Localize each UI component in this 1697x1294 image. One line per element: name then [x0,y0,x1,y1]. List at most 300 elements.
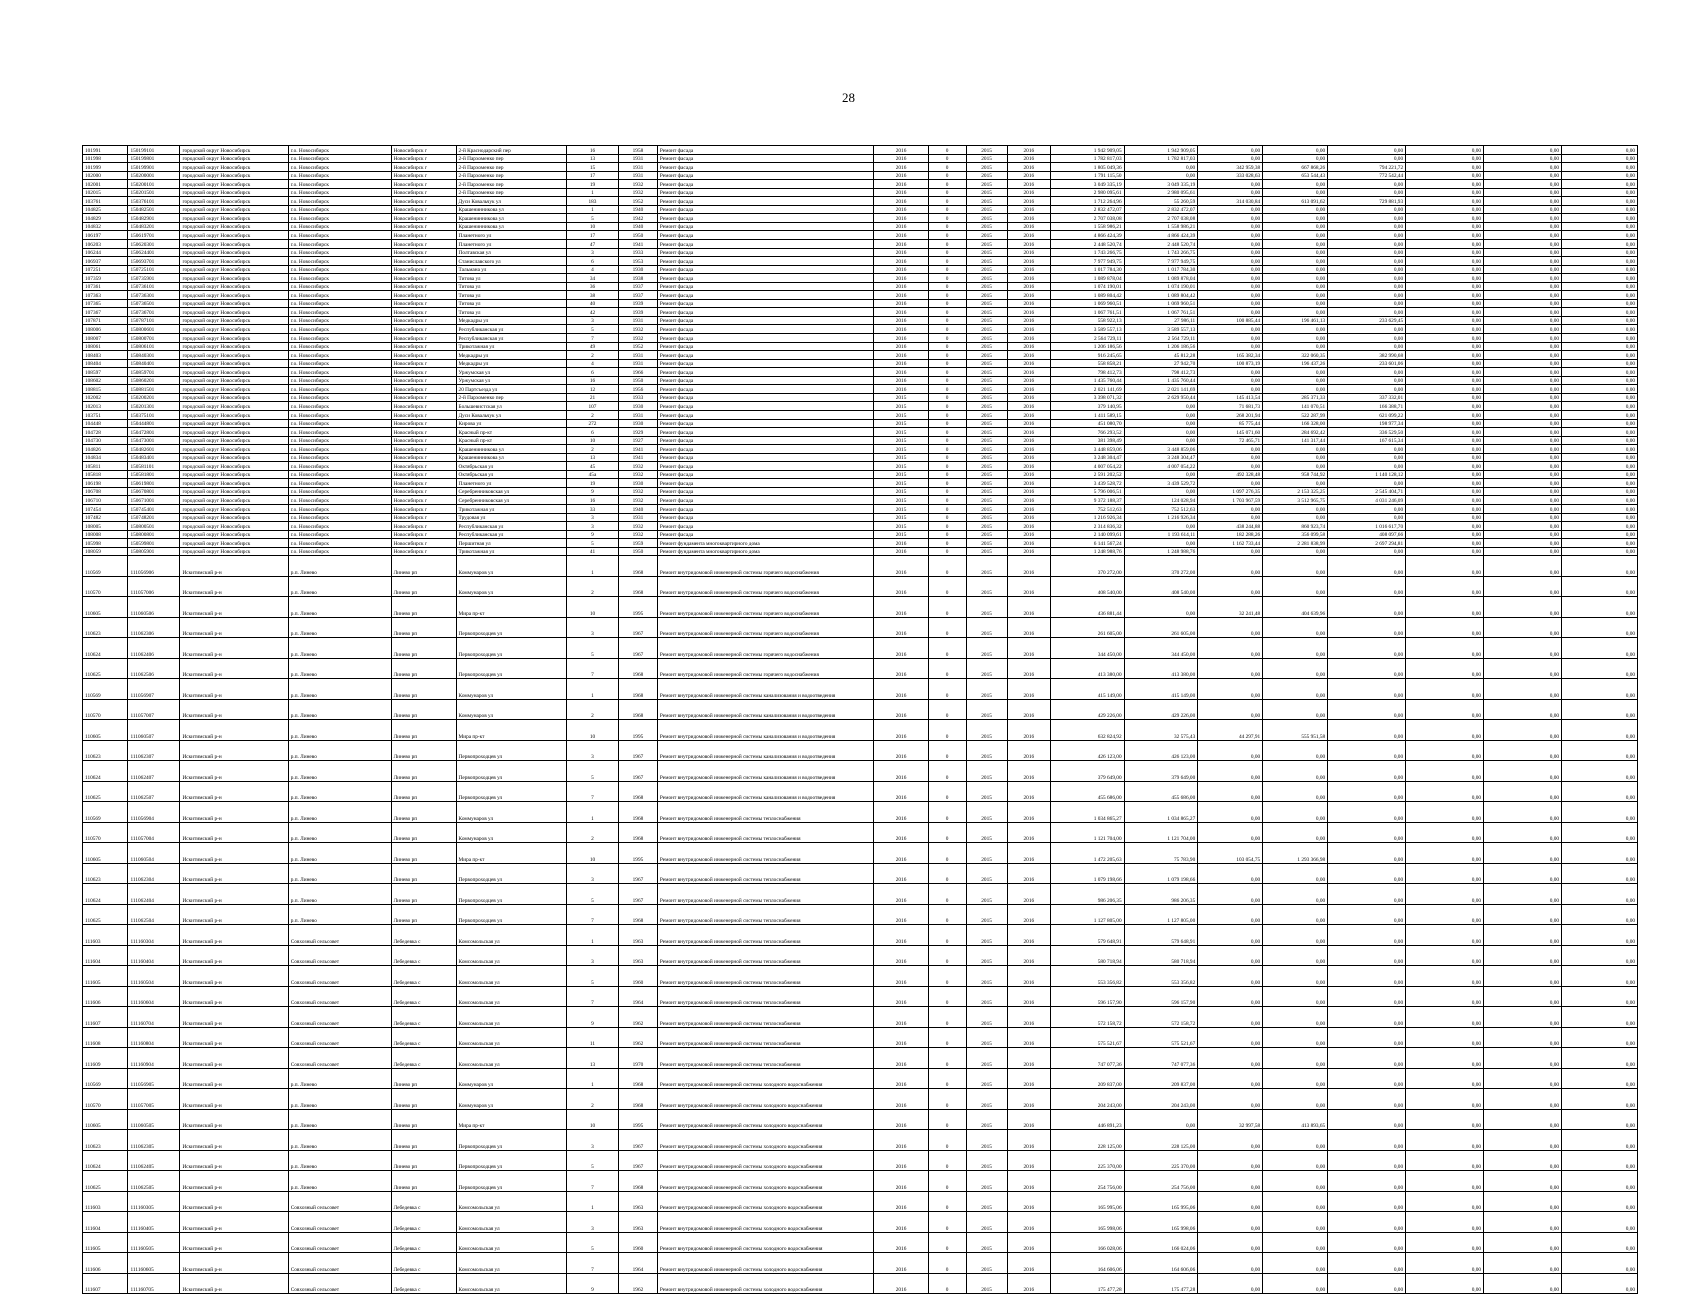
cell-cost-2019: 0,00 [1406,863,1484,884]
cell-cost-2015: 32 575,43 [1124,720,1198,741]
cell-work-type: Ремонт фасада [657,410,874,419]
cell-locality: Новосибирск г [391,325,456,334]
cell-cost-2018: 0,00 [1328,445,1406,454]
cell-municipality: городской округ Новосибирск [180,299,288,308]
cell-cost-2018: 0,00 [1328,904,1406,925]
cell-street: Дуси Ковальчук ул [456,197,566,206]
cell-cost-2015: 2 564 729,11 [1124,334,1198,343]
cell-work-type: Ремонт внутридомовой инженерной системы холодного водоснабжения [657,1232,874,1253]
cell-cost-2016: 0,00 [1198,231,1263,240]
cell-cost-2017: 0,00 [1263,925,1328,946]
table-row [83,188,1638,197]
cell-total-cost: 1 079 198,66 [1050,863,1124,884]
cell-total-cost: 553 356,82 [1050,966,1124,987]
table-row [83,699,1638,720]
cell-settlement: г.о. Новосибирск [288,428,391,437]
cell-locality: Новосибирск г [391,359,456,368]
cell-record-id: 150725101 [128,265,180,274]
table-row [83,513,1638,522]
cell-flag: 0 [928,274,966,283]
cell-house-id: 110623 [83,740,128,761]
cell-cost-2018: 772 542,44 [1328,171,1406,180]
cell-house-number: 6 [566,428,618,437]
cell-cost-2016: 0,00 [1198,248,1263,257]
cell-flag: 0 [928,419,966,428]
cell-cost-2021: 0,00 [1562,487,1638,496]
cell-cost-2018: 0,00 [1328,205,1406,214]
cell-settlement: р.п. Линево [288,597,391,618]
cell-cost-2018: 0,00 [1328,1109,1406,1130]
cell-start-year: 2015 [966,547,1007,556]
cell-cost-2021: 0,00 [1562,720,1638,741]
cell-cost-2018: 794 221,72 [1328,163,1406,172]
cell-cost-2020: 0,00 [1484,393,1562,402]
cell-year-built: 1968 [618,658,657,679]
cell-locality: Новосибирск г [391,154,456,163]
cell-cost-2019: 0,00 [1406,658,1484,679]
cell-cost-2018: 167 615,34 [1328,436,1406,445]
cell-record-id: 111062405 [128,1150,180,1171]
cell-cost-2015: 4 866 424,39 [1124,231,1198,240]
cell-municipality: Искитимский р-н [180,1089,288,1110]
cell-cost-2019: 0,00 [1406,547,1484,556]
cell-settlement: г.о. Новосибирск [288,316,391,325]
cell-municipality: Искитимский р-н [180,1007,288,1028]
cell-cost-2019: 0,00 [1406,597,1484,618]
cell-house-id: 106198 [83,479,128,488]
cell-work-type: Ремонт внутридомовой инженерной системы горячего водоснабжения [657,617,874,638]
cell-municipality: городской округ Новосибирск [180,462,288,471]
cell-cost-2015: 0,00 [1124,487,1198,496]
cell-cost-2017: 0,00 [1263,342,1328,351]
cell-plan-year: 2015 [874,402,928,411]
cell-cost-2019: 0,00 [1406,188,1484,197]
cell-end-year: 2016 [1007,658,1050,679]
cell-house-number: 3 [566,522,618,531]
cell-cost-2018: 0,00 [1328,1273,1406,1294]
cell-record-id: 111060505 [128,1109,180,1130]
cell-settlement: г.о. Новосибирск [288,274,391,283]
cell-start-year: 2015 [966,316,1007,325]
cell-cost-2020: 0,00 [1484,945,1562,966]
cell-cost-2016: 0,00 [1198,188,1263,197]
cell-street: Полтавская ул [456,248,566,257]
cell-cost-2021: 0,00 [1562,1007,1638,1028]
cell-settlement: г.о. Новосибирск [288,487,391,496]
cell-municipality: городской округ Новосибирск [180,496,288,505]
cell-flag: 0 [928,197,966,206]
cell-start-year: 2015 [966,1212,1007,1233]
cell-cost-2018: 0,00 [1328,342,1406,351]
cell-cost-2018: 0,00 [1328,513,1406,522]
cell-cost-2015: 2 021 141,69 [1124,385,1198,394]
cell-locality: Линево рп [391,740,456,761]
cell-cost-2019: 0,00 [1406,679,1484,700]
cell-year-built: 1966 [618,368,657,377]
cell-house-number: 19 [566,479,618,488]
cell-cost-2017: 0,00 [1263,617,1328,638]
cell-cost-2021: 0,00 [1562,342,1638,351]
cell-cost-2016: 32 997,58 [1198,1109,1263,1130]
cell-end-year: 2016 [1007,966,1050,987]
cell-cost-2021: 0,00 [1562,781,1638,802]
cell-cost-2021: 0,00 [1562,154,1638,163]
cell-plan-year: 2015 [874,428,928,437]
cell-cost-2019: 0,00 [1406,180,1484,189]
cell-plan-year: 2015 [874,445,928,454]
cell-cost-2015: 0,00 [1124,171,1198,180]
cell-cost-2019: 0,00 [1406,163,1484,172]
cell-record-id: 111056905 [128,1068,180,1089]
cell-locality: Новосибирск г [391,487,456,496]
cell-cost-2017: 0,00 [1263,1048,1328,1069]
cell-house-number: 7 [566,1171,618,1192]
cell-street: Коммунаров ул [456,1068,566,1089]
cell-cost-2017: 0,00 [1263,658,1328,679]
cell-cost-2021: 0,00 [1562,479,1638,488]
cell-end-year: 2016 [1007,325,1050,334]
cell-municipality: Искитимский р-н [180,822,288,843]
cell-year-built: 1939 [618,308,657,317]
cell-settlement: Совхозный сельсовет [288,1253,391,1274]
cell-house-number: 10 [566,720,618,741]
cell-street: Кирова ул [456,419,566,428]
cell-settlement: г.о. Новосибирск [288,299,391,308]
cell-locality: Лебедевка с [391,1007,456,1028]
cell-cost-2020: 0,00 [1484,316,1562,325]
cell-cost-2018: 4 031 246,09 [1328,496,1406,505]
cell-cost-2016: 85 775,44 [1198,419,1263,428]
table-row [83,231,1638,240]
cell-cost-2016: 0,00 [1198,1150,1263,1171]
cell-cost-2015: 254 756,00 [1124,1171,1198,1192]
cell-cost-2015: 225 370,00 [1124,1150,1198,1171]
cell-start-year: 2015 [966,231,1007,240]
cell-settlement: г.о. Новосибирск [288,240,391,249]
cell-settlement: р.п. Линево [288,802,391,823]
cell-work-type: Ремонт внутридомовой инженерной системы теплоснабжения [657,1048,874,1069]
cell-cost-2015: 575 521,67 [1124,1027,1198,1048]
cell-cost-2020: 0,00 [1484,428,1562,437]
cell-cost-2016: 0,00 [1198,617,1263,638]
cell-cost-2016: 0,00 [1198,1068,1263,1089]
cell-work-type: Ремонт фасада [657,359,874,368]
cell-flag: 0 [928,214,966,223]
cell-street: Трудовая ул [456,513,566,522]
cell-locality: Линево рп [391,720,456,741]
cell-house-id: 110623 [83,1130,128,1151]
cell-cost-2021: 0,00 [1562,180,1638,189]
cell-locality: Новосибирск г [391,351,456,360]
cell-end-year: 2016 [1007,781,1050,802]
cell-year-built: 1932 [618,325,657,334]
cell-plan-year: 2016 [874,359,928,368]
cell-work-type: Ремонт внутридомовой инженерной системы горячего водоснабжения [657,576,874,597]
cell-work-type: Ремонт внутридомовой инженерной системы холодного водоснабжения [657,1212,874,1233]
cell-cost-2015: 75 783,90 [1124,843,1198,864]
cell-plan-year: 2016 [874,638,928,659]
cell-year-built: 1940 [618,504,657,513]
cell-start-year: 2015 [966,1027,1007,1048]
cell-cost-2021: 0,00 [1562,299,1638,308]
cell-end-year: 2016 [1007,222,1050,231]
cell-cost-2021: 0,00 [1562,597,1638,618]
table-row [83,299,1638,308]
cell-start-year: 2015 [966,504,1007,513]
cell-locality: Лебедевка с [391,1191,456,1212]
cell-end-year: 2016 [1007,522,1050,531]
cell-cost-2019: 0,00 [1406,231,1484,240]
cell-plan-year: 2016 [874,1171,928,1192]
cell-street: 2-й Пархоменко пер [456,163,566,172]
cell-start-year: 2015 [966,761,1007,782]
cell-end-year: 2016 [1007,986,1050,1007]
cell-street: Комсомольская ул [456,966,566,987]
cell-cost-2015: 1 743 266,75 [1124,248,1198,257]
cell-street: Первопроходцев ул [456,1171,566,1192]
cell-cost-2018: 0,00 [1328,720,1406,741]
cell-house-number: 1 [566,679,618,700]
cell-cost-2021: 0,00 [1562,325,1638,334]
cell-cost-2020: 0,00 [1484,299,1562,308]
cell-total-cost: 261 605,00 [1050,617,1124,638]
cell-cost-2019: 0,00 [1406,699,1484,720]
cell-cost-2017: 404 639,96 [1263,597,1328,618]
cell-flag: 0 [928,180,966,189]
cell-cost-2018: 0,00 [1328,291,1406,300]
cell-municipality: городской округ Новосибирск [180,428,288,437]
cell-cost-2021: 0,00 [1562,802,1638,823]
cell-cost-2018: 0,00 [1328,761,1406,782]
cell-work-type: Ремонт фасада [657,316,874,325]
cell-house-id: 107363 [83,291,128,300]
cell-work-type: Ремонт фундамента многоквартирного дома [657,547,874,556]
cell-locality: Новосибирск г [391,410,456,419]
cell-cost-2021: 0,00 [1562,740,1638,761]
cell-cost-2016: 438 244,88 [1198,522,1263,531]
cell-house-number: 3 [566,1130,618,1151]
table-row [83,1027,1638,1048]
cell-municipality: городской округ Новосибирск [180,274,288,283]
cell-start-year: 2015 [966,945,1007,966]
cell-total-cost: 204 243,00 [1050,1089,1124,1110]
cell-settlement: р.п. Линево [288,556,391,577]
cell-plan-year: 2016 [874,1150,928,1171]
cell-end-year: 2016 [1007,547,1050,556]
cell-flag: 0 [928,720,966,741]
cell-house-id: 110570 [83,699,128,720]
table-row [83,351,1638,360]
cell-street: 2-й Краснодарский пер [456,146,566,155]
table-row [83,334,1638,343]
cell-work-type: Ремонт фасада [657,154,874,163]
cell-house-id: 111604 [83,945,128,966]
cell-settlement: Совхозный сельсовет [288,945,391,966]
cell-start-year: 2015 [966,556,1007,577]
cell-cost-2015: 1 216 926,34 [1124,513,1198,522]
cell-cost-2017: 0,00 [1263,282,1328,291]
cell-plan-year: 2015 [874,393,928,402]
cell-street: Дуси Ковальчук ул [456,410,566,419]
cell-cost-2016: 0,00 [1198,699,1263,720]
cell-street: Мира пр-кт [456,597,566,618]
cell-end-year: 2016 [1007,1212,1050,1233]
cell-municipality: Искитимский р-н [180,740,288,761]
cell-year-built: 1932 [618,487,657,496]
cell-plan-year: 2016 [874,180,928,189]
cell-cost-2019: 0,00 [1406,802,1484,823]
cell-record-id: 111160305 [128,1191,180,1212]
cell-street: Тальмана ул [456,265,566,274]
cell-house-number: 5 [566,638,618,659]
cell-plan-year: 2016 [874,299,928,308]
cell-total-cost: 3 589 557,13 [1050,325,1124,334]
cell-end-year: 2016 [1007,576,1050,597]
cell-record-id: 150840401 [128,359,180,368]
cell-record-id: 150201301 [128,402,180,411]
cell-record-id: 111062505 [128,1171,180,1192]
cell-settlement: р.п. Линево [288,679,391,700]
cell-plan-year: 2016 [874,257,928,266]
cell-house-id: 105818 [83,470,128,479]
cell-cost-2019: 0,00 [1406,945,1484,966]
cell-street: Октябрьская ул [456,462,566,471]
cell-year-built: 1932 [618,522,657,531]
cell-year-built: 1938 [618,274,657,283]
cell-cost-2020: 0,00 [1484,966,1562,987]
cell-end-year: 2016 [1007,699,1050,720]
cell-cost-2017: 0,00 [1263,781,1328,802]
cell-cost-2015: 415 149,00 [1124,679,1198,700]
cell-cost-2019: 0,00 [1406,299,1484,308]
cell-work-type: Ремонт внутридомовой инженерной системы канализования и водоотведения [657,720,874,741]
cell-plan-year: 2016 [874,282,928,291]
cell-cost-2016: 0,00 [1198,884,1263,905]
cell-end-year: 2016 [1007,274,1050,283]
cell-end-year: 2016 [1007,334,1050,343]
cell-cost-2019: 0,00 [1406,1048,1484,1069]
cell-end-year: 2016 [1007,504,1050,513]
cell-cost-2019: 0,00 [1406,291,1484,300]
cell-cost-2021: 0,00 [1562,368,1638,377]
cell-total-cost: 2 832 472,07 [1050,205,1124,214]
cell-cost-2018: 1 140 128,12 [1328,470,1406,479]
cell-house-id: 106197 [83,231,128,240]
cell-plan-year: 2016 [874,240,928,249]
cell-locality: Линево рп [391,781,456,802]
cell-plan-year: 2016 [874,904,928,925]
cell-work-type: Ремонт внутридомовой инженерной системы канализования и водоотведения [657,679,874,700]
cell-cost-2017: 0,00 [1263,376,1328,385]
cell-cost-2020: 0,00 [1484,1068,1562,1089]
cell-cost-2016: 0,00 [1198,1212,1263,1233]
cell-municipality: городской округ Новосибирск [180,334,288,343]
cell-cost-2016: 333 028,63 [1198,171,1263,180]
cell-cost-2016: 0,00 [1198,1232,1263,1253]
cell-cost-2020: 0,00 [1484,986,1562,1007]
cell-end-year: 2016 [1007,146,1050,155]
cell-work-type: Ремонт фасада [657,240,874,249]
cell-cost-2021: 0,00 [1562,214,1638,223]
cell-cost-2018: 0,00 [1328,265,1406,274]
cell-municipality: Искитимский р-н [180,576,288,597]
cell-cost-2020: 0,00 [1484,282,1562,291]
cell-cost-2018: 198 977,34 [1328,419,1406,428]
cell-work-type: Ремонт фасада [657,436,874,445]
cell-total-cost: 1 206 186,56 [1050,342,1124,351]
cell-cost-2021: 0,00 [1562,843,1638,864]
cell-house-id: 104448 [83,419,128,428]
cell-year-built: 1968 [618,822,657,843]
cell-house-id: 104826 [83,445,128,454]
cell-total-cost: 1 121 704,00 [1050,822,1124,843]
cell-cost-2019: 0,00 [1406,214,1484,223]
cell-cost-2019: 0,00 [1406,282,1484,291]
cell-cost-2019: 0,00 [1406,530,1484,539]
cell-street: Крашенинникова ул [456,453,566,462]
cell-end-year: 2016 [1007,231,1050,240]
cell-flag: 0 [928,402,966,411]
cell-municipality: городской округ Новосибирск [180,265,288,274]
cell-house-number: 3 [566,945,618,966]
cell-municipality: городской округ Новосибирск [180,539,288,548]
cell-year-built: 1942 [618,214,657,223]
cell-end-year: 2016 [1007,904,1050,925]
cell-record-id: 150199901 [128,163,180,172]
cell-year-built: 1932 [618,496,657,505]
cell-cost-2018: 0,00 [1328,479,1406,488]
cell-cost-2015: 747 077,36 [1124,1048,1198,1069]
cell-cost-2020: 0,00 [1484,496,1562,505]
cell-cost-2016: 100 885,44 [1198,316,1263,325]
cell-work-type: Ремонт внутридомовой инженерной системы холодного водоснабжения [657,1171,874,1192]
cell-year-built: 1931 [618,359,657,368]
cell-record-id: 150599801 [128,539,180,548]
cell-house-id: 102015 [83,188,128,197]
cell-year-built: 1952 [618,197,657,206]
table-row [83,522,1638,531]
cell-work-type: Ремонт фасада [657,504,874,513]
cell-municipality: городской округ Новосибирск [180,163,288,172]
cell-cost-2019: 0,00 [1406,308,1484,317]
cell-settlement: г.о. Новосибирск [288,334,391,343]
cell-cost-2017: 0,00 [1263,884,1328,905]
cell-house-number: 13 [566,1048,618,1069]
cell-cost-2018: 621 099,22 [1328,410,1406,419]
cell-cost-2020: 0,00 [1484,904,1562,925]
cell-total-cost: 1 248 988,76 [1050,547,1124,556]
table-row [83,740,1638,761]
cell-start-year: 2015 [966,282,1007,291]
cell-municipality: Искитимский р-н [180,1130,288,1151]
cell-cost-2021: 0,00 [1562,1232,1638,1253]
cell-cost-2021: 0,00 [1562,462,1638,471]
cell-cost-2020: 0,00 [1484,720,1562,741]
cell-flag: 0 [928,904,966,925]
cell-record-id: 111060504 [128,843,180,864]
cell-cost-2017: 958 744,92 [1263,470,1328,479]
cell-house-id: 104834 [83,453,128,462]
cell-cost-2015: 4 007 054,22 [1124,462,1198,471]
cell-cost-2015: 1 558 986,21 [1124,222,1198,231]
cell-cost-2019: 0,00 [1406,1171,1484,1192]
cell-work-type: Ремонт внутридомовой инженерной системы холодного водоснабжения [657,1150,874,1171]
cell-settlement: г.о. Новосибирск [288,222,391,231]
cell-settlement: р.п. Линево [288,1171,391,1192]
cell-start-year: 2015 [966,428,1007,437]
cell-house-id: 111607 [83,1273,128,1294]
cell-municipality: Искитимский р-н [180,1171,288,1192]
